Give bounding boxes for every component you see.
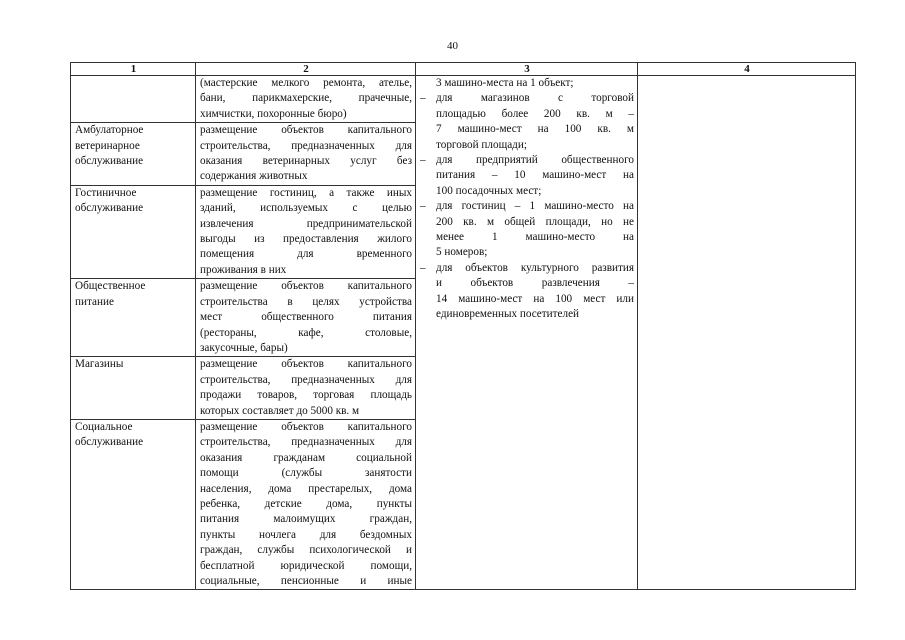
parking-requirements-list [420, 76, 634, 323]
req-line: 100 посадочных мест; [436, 184, 542, 197]
header-col-3: 3 [416, 63, 638, 76]
req-line: – для магазинов с торговой [436, 92, 634, 105]
desc-line: размещение объектов капитального [200, 420, 412, 433]
req-line: единовременных посетителей [436, 308, 580, 321]
desc-line: строительства, предназначенных для [200, 139, 412, 152]
req-line: 5 номеров; [436, 246, 488, 259]
name-line: Гостиничное [75, 186, 137, 199]
parking-requirements-cell [416, 76, 638, 590]
name-line: обслуживание [75, 155, 144, 168]
use-description-cell [196, 185, 416, 278]
list-item [420, 199, 634, 261]
req-line: – для предприятий общественного [436, 154, 634, 167]
name-line: Магазины [75, 358, 124, 371]
req-line: торговой площади; [436, 138, 527, 151]
desc-line: бани, парикмахерские, прачечные, [200, 92, 412, 105]
req-line: площадью более 200 кв. м – [436, 107, 634, 120]
name-line: Общественное [75, 280, 146, 293]
list-item [420, 153, 634, 199]
desc-line: размещение объектов капитального [200, 124, 412, 137]
desc-line: мест общественного питания [200, 311, 412, 324]
desc-line: строительства, предназначенных для [200, 373, 412, 386]
desc-line: граждан, службы психологической и [200, 544, 412, 557]
name-line: обслуживание [75, 436, 144, 449]
desc-line: извлечения предпринимательской [200, 217, 412, 230]
desc-line: проживания в них [200, 263, 287, 276]
desc-line: химчистки, похоронные бюро) [200, 107, 347, 120]
req-line: 14 машино-мест на 100 мест или [436, 292, 634, 305]
desc-line: закусочные, бары) [200, 341, 288, 354]
header-col-2: 2 [196, 63, 416, 76]
list-item [420, 91, 634, 153]
desc-line: строительства в целях устройства [200, 295, 412, 308]
desc-line: продажи товаров, торговая площадь [200, 389, 412, 402]
req-line: 3 машино-места на 1 объект; [436, 77, 574, 89]
desc-line: размещение объектов капитального [200, 280, 412, 293]
desc-line: содержания животных [200, 170, 308, 183]
req-line: – для объектов культурного развития [436, 261, 634, 274]
desc-line: (мастерские мелкого ремонта, ателье, [200, 77, 412, 89]
list-item [420, 261, 634, 323]
desc-line: (рестораны, кафе, столовые, [200, 326, 412, 339]
use-description-cell [196, 123, 416, 186]
desc-line: зданий, используемых с целью [200, 202, 412, 215]
req-line: и объектов развлечения – [436, 277, 634, 290]
list-item [420, 76, 634, 91]
name-line: ветеринарное [75, 139, 140, 152]
desc-line: которых составляет до 5000 кв. м [200, 404, 360, 417]
use-name-cell [71, 357, 196, 420]
desc-line: оказания ветеринарных услуг без [200, 155, 412, 168]
notes-cell [638, 76, 856, 590]
use-name-cell [71, 185, 196, 278]
req-line: 200 кв. м общей площади, но не [436, 215, 634, 228]
use-name-cell [71, 123, 196, 186]
use-name-cell [71, 419, 196, 589]
use-description-cell [196, 76, 416, 123]
desc-line: помощи (службы занятости [200, 467, 412, 480]
use-description-cell [196, 419, 416, 589]
use-description-cell [196, 357, 416, 420]
page-number: 40 [447, 40, 458, 52]
desc-line: населения, дома престарелых, дома [200, 482, 412, 495]
use-name-cell [71, 76, 196, 123]
req-line: – для гостиниц – 1 машино-место на [436, 200, 634, 213]
desc-line: оказания гражданам социальной [200, 451, 412, 464]
desc-line: питания малоимущих граждан, [200, 513, 412, 526]
req-line: 7 машино-мест на 100 кв. м [436, 123, 634, 136]
name-line: обслуживание [75, 202, 144, 215]
req-line: менее 1 машино-место на [436, 231, 634, 244]
desc-line: бесплатной юридической помощи, [200, 559, 412, 572]
use-name-cell [71, 279, 196, 357]
name-line: Амбулаторное [75, 124, 144, 137]
desc-line: выгоды из предоставления жилого [200, 233, 412, 246]
desc-line: социальные, пенсионные и иные [200, 575, 412, 587]
header-col-4: 4 [638, 63, 856, 76]
header-row [71, 63, 856, 76]
desc-line: ребенка, детские дома, пункты [200, 497, 412, 510]
desc-line: помещения для временного [200, 248, 412, 261]
use-description-cell [196, 279, 416, 357]
desc-line: пункты ночлега для бездомных [200, 528, 412, 541]
req-line: питания – 10 машино-мест на [436, 169, 634, 182]
name-line: питание [75, 295, 114, 308]
name-line: Социальное [75, 420, 133, 433]
land-use-table [70, 62, 856, 590]
desc-line: строительства, предназначенных для [200, 436, 412, 449]
desc-line: размещение объектов капитального [200, 358, 412, 371]
header-col-1: 1 [71, 63, 196, 76]
desc-line: размещение гостиниц, а также иных [200, 186, 412, 199]
table-row [71, 76, 856, 123]
